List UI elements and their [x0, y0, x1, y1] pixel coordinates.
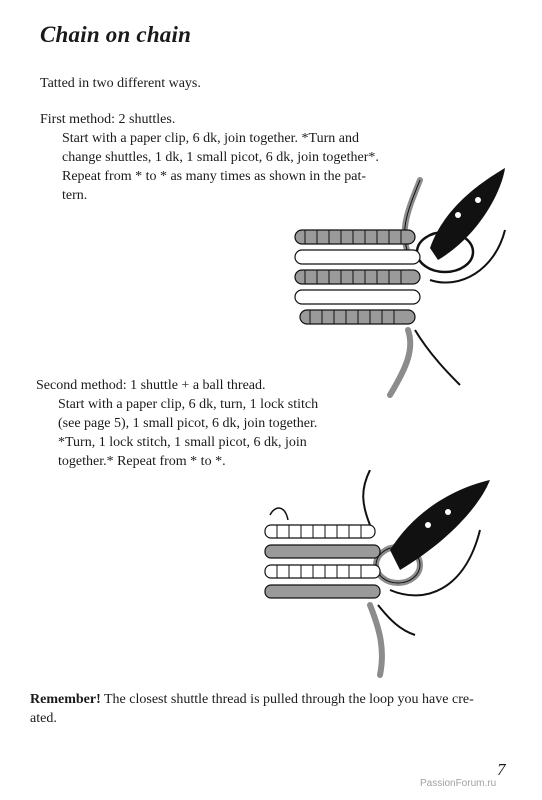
- method2-line: together.* Repeat from * to *.: [58, 454, 226, 469]
- chain-on-chain-illustration-1: [280, 160, 520, 405]
- remember-note: [30, 690, 510, 728]
- method1-line: Repeat from * to * as many times as shown in the pat-: [62, 169, 367, 184]
- method1-line: Start with a paper clip, 6 dk, join together. *Turn and: [62, 131, 359, 146]
- gray-thread-bottom: [390, 330, 410, 395]
- shuttle-hole: [455, 212, 461, 218]
- method1-line: tern.: [62, 188, 88, 203]
- shuttle-hole: [475, 197, 481, 203]
- shuttle-icon: [390, 480, 490, 570]
- paper-clip-loop: [270, 508, 288, 520]
- page-number: 7: [497, 760, 506, 779]
- ball-thread-top: [363, 470, 370, 525]
- gray-thread-bottom: [370, 605, 382, 675]
- remember-text-cont: ated.: [30, 711, 57, 726]
- remember-label: Remember!: [30, 692, 101, 707]
- method1-heading: First method: 2 shuttles.: [40, 112, 176, 127]
- chain-on-chain-illustration-2: [250, 470, 500, 680]
- method1-line: change shuttles, 1 dk, 1 small picot, 6 dk, join together*.: [62, 150, 379, 165]
- black-thread-bottom: [378, 605, 415, 635]
- shuttle-hole: [445, 509, 451, 515]
- method2-heading: Second method: 1 shuttle + a ball thread.: [36, 378, 266, 393]
- method2-line: Start with a paper clip, 6 dk, turn, 1 lock stitch: [58, 397, 319, 412]
- method2-line: (see page 5), 1 small picot, 6 dk, join together.: [58, 416, 318, 431]
- watermark-text: PassionForum.ru: [420, 778, 497, 789]
- intro-text: Tatted in two different ways.: [40, 76, 201, 91]
- shuttle-hole: [425, 522, 431, 528]
- black-thread-bottom: [415, 330, 460, 385]
- tatted-chain-rows: [265, 525, 380, 598]
- remember-text: The closest shuttle thread is pulled through the loop you have cre-: [100, 692, 474, 707]
- method2-line: *Turn, 1 lock stitch, 1 small picot, 6 dk, join: [58, 435, 307, 450]
- page-title: Chain on chain: [40, 22, 192, 47]
- shuttle-icon: [430, 168, 505, 260]
- method2-instructions: [58, 395, 348, 471]
